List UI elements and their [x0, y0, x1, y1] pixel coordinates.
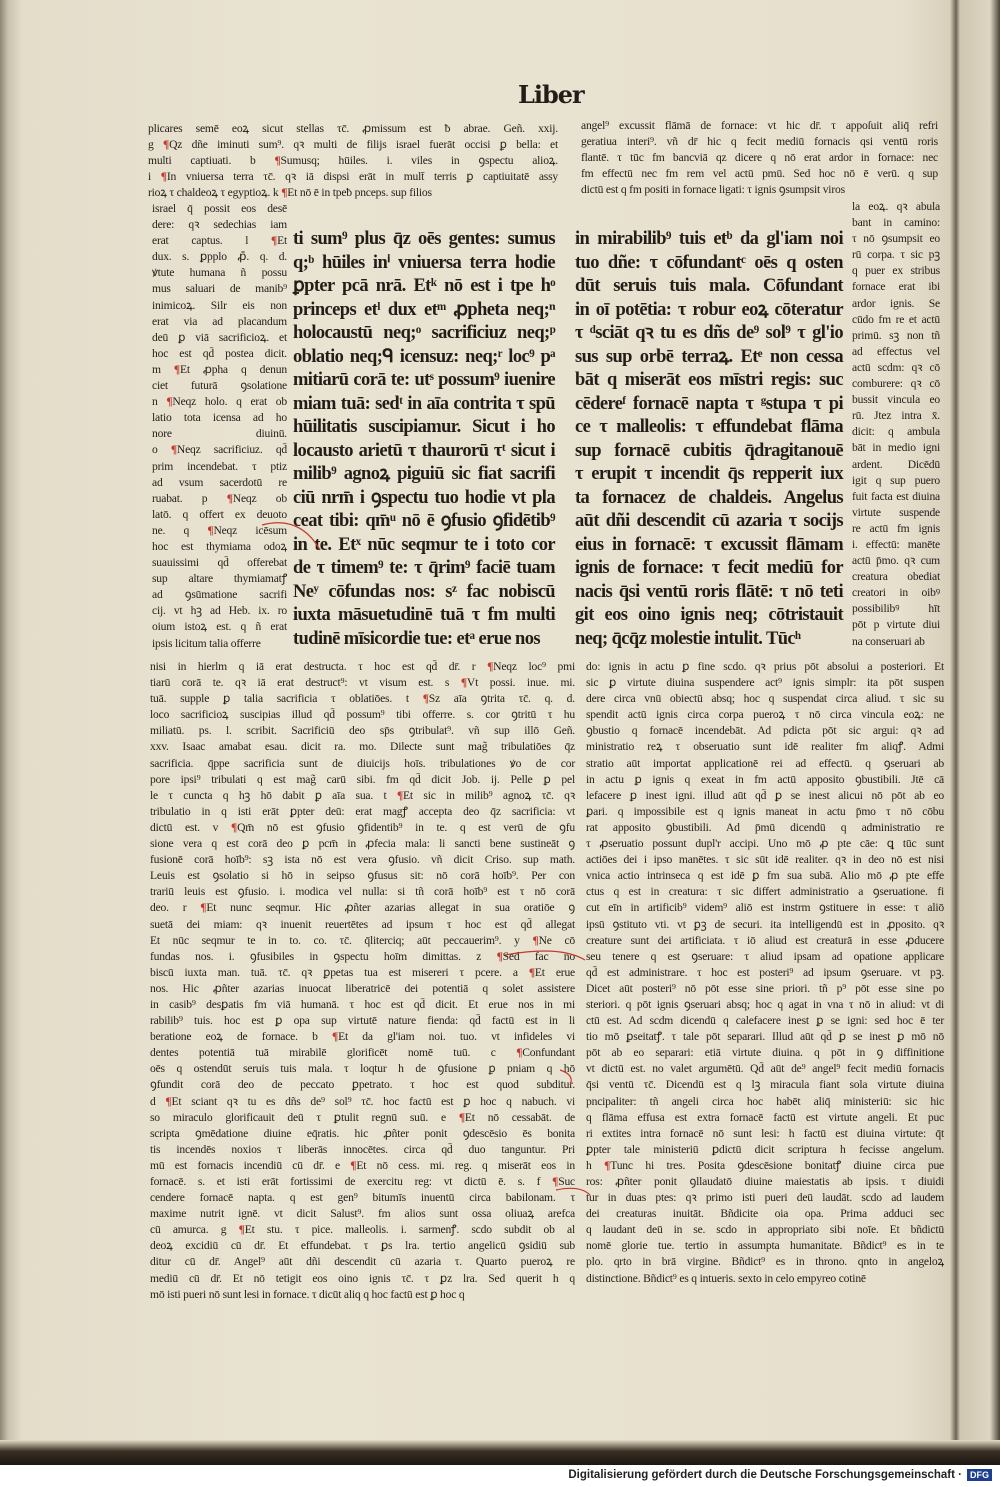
text-line: loco sacrificioꝝ suscipias illud qd̄ possum⁹ tibi offerre. s. cor ꝯtritū τ hu — [150, 708, 575, 722]
text-line: aūt dñi descendit cū azaria τ socijs — [575, 511, 843, 531]
text-line: cū amurca. g ¶Et stu. τ pice. malleolis. i. sarmenꝭ. scdo subdit ob al — [150, 1223, 575, 1237]
text-line: sup altare thymiamatꝭ — [152, 572, 287, 586]
paragraph-mark: ¶ — [496, 949, 503, 963]
text-line: qd̄ est administrare. τ hoc est posteri⁹ ad ipsum ꝯseruare. vt pꝫ. — [586, 965, 944, 979]
text-line: cij. vt hꝫ ad Heb. ix. ro — [152, 604, 287, 618]
text-line: deū ꝑ viā sacrificioꝝ. et — [152, 330, 287, 344]
text-line: trariū leuis est ꝯfusio. i. modica vel nulla: si tñ corā hoīb⁹ est τ nō corā — [150, 885, 575, 899]
text-line: dictū est. v ¶Qm̄ nō est ꝯfusio ꝯfidentib⁹ in te. q est verū de ꝯfu — [150, 820, 575, 834]
paragraph-mark: ¶ — [160, 170, 167, 184]
text-line: ad ꝯsūmatione sacrifi — [152, 588, 287, 602]
text-line: tio mō ꝑseitatꝭ. τ tale pōt separari. Illud aūt qd̄ ꝑ se inest ꝑ mō nō — [586, 1030, 944, 1044]
text-line: ciet futurā ꝯsolatione — [152, 379, 287, 393]
text-line: rabilib⁹ tuis. hoc est ꝑ opa sup virtutē nature fienda: qd̄ factū est in li — [150, 1014, 575, 1028]
text-line: in oī potētia: τ robur eoꝝ cōteratur — [575, 299, 843, 320]
text-line: na conseruari ab — [852, 634, 925, 648]
text-line: fm effectū nec fm rem vel actū pmū. Sed hoc nō ē verū. q sup — [581, 167, 938, 181]
text-line: bussit vincula eo — [852, 393, 940, 407]
text-line: angel⁹ excussit flāmā de fornace: vt hic dr̄. τ appoſuit aliq̄ refri — [581, 119, 938, 132]
paragraph-mark: ¶ — [271, 234, 278, 248]
text-line: bāt in medio igni — [852, 441, 940, 455]
text-line: scripta ꝯmēdatione diuine eq̄ratis. hic ꝓñter ponit ꝯdescēsio ēs bonita — [150, 1126, 575, 1140]
paragraph-mark: ¶ — [231, 820, 238, 834]
text-line: dei creaturas inuitāt. Bñdicite oia opa. Prima adduci sec — [586, 1207, 944, 1221]
paragraph-mark: ¶ — [207, 523, 214, 537]
text-line: latō. q offert ex deuoto — [152, 507, 287, 521]
text-line: in mirabilib⁹ tuis etᵇ da gl'iam noi — [575, 229, 843, 249]
text-line: iuxta māsuetudinē tuā τ fm multi — [293, 605, 555, 625]
paragraph-mark: ¶ — [238, 1223, 245, 1237]
text-line: ꝑari. q impossibile est q ignis maneat in actu p̄mo τ nō cōbu — [586, 804, 944, 818]
text-line: ri extites intra fornacē nō sunt lesi: h factū est diuina virtute: q̄t — [586, 1126, 944, 1140]
text-line: plo. qrto in brā virgine. Bñdict⁹ es in throno. qnto in angeloꝝ — [586, 1255, 944, 1269]
text-line: bant in camino: — [852, 216, 940, 230]
text-line: cēdereᶠ fornacē napta τ ᵍstupa τ pi — [575, 393, 843, 414]
text-line: q;ᵇ hūiles inⁱ vniuersa terra hodie — [293, 252, 555, 273]
text-line: rū corpa. τ sic pꝫ — [852, 248, 940, 262]
dfg-logo: DFG — [967, 1469, 992, 1481]
text-line: pōt ab eo separari: etiā virtute diuina. q pōt in ꝯ diffinitione — [586, 1046, 944, 1060]
text-line: israel q̄ possit eos desē — [152, 202, 287, 215]
paragraph-mark: ¶ — [396, 788, 404, 802]
text-line: prim incendebat. τ ptiz — [152, 459, 287, 473]
text-line: holocaustū neq;ᵒ sacrificiuz neq;ᵖ — [293, 323, 555, 343]
text-line: steriori. q pōt ignis ꝯseruari absq; hoc q agat in vna τ nō in aliud: vt di — [586, 997, 944, 1011]
text-line: dentes potentiā tuā mirabilē glorificēt nomē tuū. c ¶Confundant — [150, 1046, 575, 1060]
text-line: geratiua interi⁹. vñ dr̄ hic q fecit mediū fornacis qsi ventū roris — [581, 135, 938, 149]
text-line: ipsū ꝯstituto vti. vt ꝑꝫ de securi. ita intelligendū est in ꝓposito. qꝛ — [586, 917, 944, 931]
paragraph-mark: ¶ — [281, 186, 288, 200]
text-line: creatura obediat — [852, 570, 940, 584]
text-line: ne. q ¶Neqz icēsum — [152, 523, 287, 537]
text-line: erat captus. l ¶Et — [152, 234, 287, 248]
text-line: seu tenere q est ꝯseruare: τ aliud ipsam ad opatione applicare — [586, 949, 944, 963]
text-line: nore diuinū. — [152, 427, 287, 441]
text-line: mus saluari de manib⁹ — [152, 282, 287, 296]
paragraph-mark: ¶ — [226, 491, 233, 505]
text-line: d ¶Et sciant qꝛ tu es dñs de⁹ sol⁹ τc̄. hoc factū est ꝑ hoc q nabuch. vi — [150, 1094, 575, 1108]
paragraph-mark: ¶ — [487, 660, 494, 673]
text-line: vnica actio intrinseca q est idē ꝑ fm sua subā. Alio mō ꝓ pte effe — [586, 869, 944, 883]
paragraph-mark: ¶ — [163, 138, 170, 152]
text-line: le τ cuncta q hꝫ hō dabit ꝑ aīa sua. t ¶Et sic in milib⁹ agnoꝝ τc̄. qꝛ — [150, 788, 576, 802]
text-line: ipsis licitum talia offerre — [152, 636, 261, 650]
text-line: pncipaliter: tñ angeli circa hoc habēt aliq̄ ministeriū: sic hic — [586, 1094, 944, 1108]
text-line: actū p̄mo. qꝛ cum — [852, 554, 940, 568]
text-line: ta fornacez de chaldeis. Angelus — [575, 487, 843, 508]
paragraph-mark: ¶ — [173, 362, 180, 376]
paragraph-mark: ¶ — [350, 1158, 357, 1172]
text-line: milib⁹ agnoꝝ piguiū sic fiat sacrifi — [293, 464, 555, 484]
text-line: in te. Etˣ nūc seqmur te i toto cor — [293, 534, 555, 555]
text-line: oium istoꝝ est. q ñ erat — [152, 620, 287, 634]
text-line: stratio aūt importat applicationē rei ad effectū. q ꝯseruari ab — [586, 756, 944, 770]
text-line: de τ timem⁹ te: τ q̄rim⁹ faciē tuam — [293, 558, 555, 578]
text-line: τ nō ꝯsumpsit eo — [852, 232, 940, 246]
text-line: dictū est q fm positi in fornace ligati: τ ignis ꝯsumpsit viros — [581, 183, 845, 197]
text-line: lefacere ꝑ inest igni. illud aūt qd̄ ꝑ se inest alicui nō pōt ab eo — [586, 788, 944, 802]
text-line: rioꝝ τ chaldeoꝝ τ egyptioꝝ. k ¶Et nō ē in tpeƀ pnceps. sup filios — [148, 186, 432, 200]
text-line: tuo dñe: τ cōfundantᶜ oēs q osten — [575, 252, 843, 273]
text-line: maxime nutrit ignē. vt dicit Salust⁹. fm alios sunt ossa oliuaꝝ arefca — [150, 1207, 575, 1221]
text-line: beratione eoꝝ de fornace. b ¶Et da gl'iam noi. tuo. vt infideles vi — [150, 1030, 576, 1044]
text-line: dicit: q ambula — [852, 425, 940, 439]
text-line: ꝯbustio q fornacē incendebāt. Ad pdicta pōt sic argui: qꝛ ad — [586, 724, 944, 738]
text-line: in actu ꝑ ignis q exeat in fm actū apposito ꝯbustibili. Jtē cā — [586, 772, 944, 786]
text-line: dere circa vnū obiectū absq; hoc q suspendat circa aliud. τ sic su — [586, 692, 944, 706]
text-line: ardent. Dicēdū — [852, 457, 940, 471]
text-line: fundas nos. i. ꝯfusibiles in ꝯspectu hoīm dimittas. z ¶Sed fac no — [150, 949, 575, 963]
text-line: ceat tibi: qm̄ᵘ nō ē ꝯfusio ꝯfidētib⁹ — [293, 511, 555, 531]
text-line: possibilibꝰ hīt — [852, 602, 940, 616]
paragraph-mark: ¶ — [460, 676, 467, 690]
text-line: cut eīn in artificib⁹ videm⁹ aliō est instrm ꝯstituere in esse: τ aliō — [586, 901, 944, 915]
text-line: rū. Jtez intra x̄. — [852, 409, 940, 423]
text-line: bāt q miserāt eos mīstri regis: suc — [575, 370, 843, 390]
text-line: ad effectus vel — [852, 344, 940, 358]
text-line: igit q sup puero — [852, 473, 940, 487]
paragraph-mark: ¶ — [528, 965, 535, 979]
paragraph-mark: ¶ — [516, 1046, 523, 1060]
text-line: latio tota icensa ad ho — [152, 411, 287, 425]
funding-notice: Digitalisierung gefördert durch die Deutsche Forschungsgemeinschaft · — [568, 1469, 962, 1481]
text-line: nisi in hierlm q iā erat destructa. τ hoc est qd̄ dr̄. r ¶Neqz loc⁹ pmi — [150, 660, 575, 673]
text-line: Et nūc seqmur te in to. co. τc̄. q̄literciq; aūt peccauerim⁹. y ¶Ne cō — [150, 933, 575, 947]
text-line: spendit actū ignis circa corpa pueroꝝ τ nō circa vincula eoꝝ: ne — [586, 708, 944, 722]
text-line: neq; q̄cq̄z molestie intulit. Tūcʰ — [575, 628, 801, 649]
text-line: eius in fornacē: τ excussit flāmam — [575, 534, 843, 555]
running-title: Liber — [518, 80, 584, 109]
text-line: ad vsum sacerdotū re — [152, 475, 287, 489]
text-line: ꝑpter pcā nrā. Etᵏ nō est i tpe hᵒ — [293, 276, 555, 296]
text-line: ardor ignis. Se — [852, 296, 940, 310]
text-line: comburere: qꝛ cō — [852, 377, 940, 391]
text-line: mū est fornacis incendiū cū dr̄. e ¶Et nō cess. mi. reg. q miserāt eos in — [150, 1158, 575, 1172]
text-line: fornacē. s. et isti erāt fortissimi de exercitu reg: vt dictū ē. s. f ¶Suc — [150, 1175, 575, 1188]
paragraph-mark: ¶ — [422, 692, 429, 706]
text-line: distinctione. Bñdict⁹ es q intueris. sexto in celo empyreo cotinē — [586, 1271, 866, 1285]
text-line: dūt seruis tuis mala. Cōfundant — [575, 276, 843, 296]
text-line: inimicoꝝ. Silr eis non — [152, 298, 287, 312]
text-line: dux. s. ꝑpplo ꝓ̄. q. d. — [152, 250, 287, 264]
text-line: nos. Hic ꝓñter azarias inuocat liberatricē dei potentiā q solet assistere — [150, 981, 575, 995]
text-line: q puer ex stribus — [852, 264, 940, 278]
text-line: hoc est thymiama odoꝝ — [152, 539, 287, 553]
paragraph-mark: ¶ — [274, 154, 281, 168]
text-line: deo. r ¶Et nunc seqmur. Hic ꝓñter azarias allegat in sua oratiōe ꝯ — [150, 901, 575, 915]
text-line: actū scdm: qꝛ cō — [852, 360, 940, 374]
text-line: hūilitatis suscipiamur. Sicut i ho — [293, 417, 555, 437]
text-line: rat apposito ꝯbustibili. Ad p̄mū dicendū q administratio re — [586, 820, 944, 834]
text-line: creatori in oibꝰ — [852, 586, 940, 600]
text-line: creature sunt dei artificiata. τ iō aliud est creaturā in esse ꝓducere — [586, 933, 944, 947]
text-line: nomē glorie tue. tertio in assumpta humanitate. Bñdict⁹ es in te — [586, 1239, 944, 1253]
text-line: nacis q̄si ventū roris flātē: τ nō teti — [575, 581, 843, 602]
paragraph-mark: ¶ — [166, 395, 173, 409]
paragraph-mark: ¶ — [332, 1030, 339, 1044]
text-line: oblatio neq;ᑫ icensuz: neq;ʳ loc⁹ pᵃ — [293, 346, 555, 367]
text-line: do: ignis in actu ꝑ fine scdo. qꝛ prius pōt absolui a posteriori. Et — [586, 660, 944, 673]
text-line: ruabat. p ¶Neqz ob — [152, 491, 287, 505]
text-line: git eos oino ignis neq; cōtristauit — [575, 605, 843, 625]
text-line: vt dictū est. no valet argumētū. Qd̄ aūt de⁹ angel⁹ fecit mediū fornacis — [586, 1062, 944, 1076]
paragraph-mark: ¶ — [604, 1158, 611, 1172]
text-line: ce τ malleolis: τ effundebat flāma — [575, 417, 843, 437]
text-line: τ erupit τ incendit q̄s repperit iux — [575, 464, 843, 484]
text-line: xxv. Isaac amabat esau. dicit ra. mo. Dilecte sunt mag̃ tribulatiōes q̄z — [150, 740, 575, 754]
text-line: ministratio reꝝ τ obseruatio sunt idē realiter fm aliqꝭ. Admi — [586, 740, 944, 754]
text-line: m ¶Et ꝓpha q denun — [152, 362, 287, 376]
paragraph-mark: ¶ — [532, 933, 539, 947]
text-line: ctū est. Ad scdm dicendū q calefacere inest ꝑ se igni: sed hoc ē ter — [586, 1014, 944, 1028]
text-line: tudinē mīsicordie tue: etᵃ erue nos — [293, 628, 540, 649]
text-line: sus sup orbē terraꝝ. Etᵉ non cessa — [575, 346, 843, 367]
text-line: Leuis est ꝯsolatio si hō in seipso ꝯfusus sit: nō corā hoīb⁹. Per con — [150, 869, 575, 883]
text-line: oēs q ostendūt seruis tuis mala. τ loqtur h de ꝯfusione ꝑ pniam q hō — [150, 1062, 575, 1076]
text-line: pōt p virtute diui — [852, 618, 940, 632]
text-line: Neʸ cōfundas nos: sᶻ fac nobiscū — [293, 581, 555, 602]
text-line: ꝟtute humana ñ possu — [152, 266, 287, 280]
text-line: h ¶Tunc hi tres. Posita ꝯdescēsione bonitatꝭ diuine circa pue — [586, 1158, 944, 1172]
text-line: miliatū. ps. l. scribit. Sacrificiū deo sp̄s ꝯtribulat⁹. vñ sup illō Geñ. — [150, 724, 575, 738]
text-line: Dicet aūt posteri⁹ nō pōt esse sine priori. tñ p⁹ pōt esse sine po — [586, 981, 944, 995]
text-line: cendere fornacē napta. q est gen⁹ bitumīs inuentū circa babilonam. τ — [150, 1191, 575, 1205]
text-line: biscū iuxta man. tuā. τc̄. qꝛ ꝑpetas tua est misereri τ pcere. a ¶Et erue — [150, 965, 575, 979]
text-line: hoc est qd̄ postea dicit. — [152, 346, 287, 360]
text-line: tribulatio in q isti erāt ꝑpter deū: erat magꝭ accepta deo q̄z sacrificia: vt — [150, 804, 575, 818]
text-line: fuit facta est diuina — [852, 489, 940, 503]
text-line: locausto arietū τ thaurorū τᵗ sicut i — [293, 440, 555, 461]
text-line: tiarū corā te. qꝛ iā erat destruct⁹: vt visum est. s ¶Vt possi. inue. mi. — [150, 676, 575, 690]
text-line: fusionē corā hoīb⁹: sꝫ ista nō est vera ꝯfusio. vñ dicit Criso. sup math. — [150, 853, 575, 867]
text-line: sup fornacē cubitis q̄dragitanouē — [575, 440, 843, 461]
text-line: n ¶Neqz holo. q erat ob — [152, 395, 287, 409]
paragraph-mark: ¶ — [170, 443, 177, 457]
text-line: mitiarū corā te: utˢ possum⁹ iuenire — [293, 370, 555, 390]
text-line: q flāma effusa est extra fornacē factū est virtute angeli. Et puc — [586, 1110, 944, 1124]
text-line: τ ꝓseruatio possunt dupl'r accipi. Uno mō ꝓ pte cāe: ꝗ tūc sunt — [586, 837, 944, 851]
paragraph-mark: ¶ — [165, 1094, 172, 1108]
footer-bar — [0, 1465, 1000, 1487]
text-line: i. effectū: manēte — [852, 537, 940, 551]
text-line: mediū cū dr̄. Et nō tetigit eos oino ignis τc̄. τ ꝑz lra. Sed querit h q — [150, 1271, 575, 1285]
text-line: flantē. τ tūc fm bancviā qz dicere q nō erat ardor in fornace: nec — [581, 151, 938, 165]
text-line: multi captiuati. b ¶Sumusq; hūiles. i. viles in ꝯspectu alioꝝ. — [148, 154, 558, 168]
text-line: sacrificia. q̄ppe sacrificia sunt de diuicijs hoīs. tribulationes ꝟo de cor — [150, 756, 575, 770]
paragraph-mark: ¶ — [552, 1175, 559, 1188]
text-line: plicares semē eoꝝ sicut stellas τc̄. ꝓmissum est ƀ abrae. Geñ. xxij. — [148, 122, 558, 135]
text-line: ciū nrm̄ i ꝯspectu tuo hodie vt pla — [293, 487, 555, 508]
text-line: dere: qꝛ sedechias iam — [152, 218, 287, 232]
text-line: ros: ꝓñter ponit ꝯllaudatō diuine maiestatis ab ipsis. τ diuidi — [586, 1175, 944, 1188]
text-line: actiōes dei i ipso manētes. τ sic sūt idē realiter. qꝛ in deo nō est nisi — [586, 853, 944, 867]
text-line: tuā. supple ꝑ talia sacrificia τ oblatiōes. t ¶Sz aīa ꝯtrita τc̄. q. d. — [150, 692, 575, 706]
text-line: virtute suspende — [852, 505, 940, 519]
text-line: la eoꝝ. qꝛ abula — [852, 200, 940, 213]
text-line: sione vera q est corā deo ꝑ pcm̄ in ꝓfecia mala: li sancti bene sustineāt ꝯ — [150, 837, 575, 851]
text-line: g ¶Qz dñe iminuti sum⁹. qꝛ multi de filijs israel fuerāt occisi ꝑ bella: et — [148, 138, 559, 152]
text-line: primū. sꝫ non tñ — [852, 328, 940, 342]
text-line: miam tuā: sedᵗ in aīa contrita τ spū — [293, 393, 555, 414]
text-line: so miraculo glorificauit deū τ ꝑtulit regnū suū. e ¶Et nō cessabāt. de — [150, 1110, 575, 1124]
text-line: ditur cū dr̄. Angel⁹ aūt dñi descendit cū azaria τ. Quarto pueroꝝ re — [150, 1255, 575, 1269]
text-line: pore ipsi⁹ tribulati q est mag̃ carū sibi. fm qd̄ dicit Job. ij. Pelle ꝑ pel — [150, 772, 575, 786]
text-line: sic ꝑ virtute diuina suspendere act⁹ ignis simplr: ita pōt suspen — [586, 676, 944, 690]
paragraph-mark: ¶ — [458, 1110, 465, 1124]
text-line: in casib⁹ desꝑatis fm viā humanā. τ hoc est qd̄ dicit. Et erue nos in mi — [150, 997, 575, 1011]
text-line: tur in duas ptes: qꝛ primo isti pueri deū laudāt. scdo ad laudem — [586, 1191, 944, 1205]
text-line: suauissimi qd̄ offerebat — [152, 556, 287, 570]
text-line: q̄si ventū τc̄. Dicendū est q lꝫ miracula fiant sola virtute diuina — [586, 1078, 944, 1092]
text-line: q laudant deū in se. scdo in appropriato sibi noīe. Et bñdictū — [586, 1223, 944, 1237]
text-line: ꝯfundit corā deo de peccato ꝑpetrato. τ hoc est quod subditur. — [150, 1078, 575, 1092]
text-line: suetā dei miam: qꝛ inuenit reuertētes ad ipsum τ hoc est qd̄ allegat — [150, 917, 575, 931]
text-line: erat via ad placandum — [152, 314, 287, 328]
text-line: tis incendēs noxios τ liberās innocētes. circa qd̄ duo tanguntur. Pri — [150, 1142, 575, 1156]
text-line: fornace erat ibi — [852, 280, 940, 294]
paragraph-mark: ¶ — [200, 901, 207, 915]
text-line: cūdo fm re et actū — [852, 312, 940, 326]
text-line: mō isti pueri nō sunt lesi in fornace. τ dicūt aliq q hoc factū est ꝑ hoc q — [150, 1287, 465, 1301]
text-line: i ¶In vniuersa terra τc̄. qꝛ iā dispsi erāt in mult̄ terris ꝑ captiuitatē assy — [148, 170, 558, 184]
text-line: princeps etˡ dux etᵐ ꝓpheta neq;ⁿ — [293, 299, 555, 320]
text-line: o ¶Neqz sacrificiuz. qd̄ — [152, 443, 288, 457]
text-line: re actū fm ignis — [852, 521, 940, 535]
text-line: ignis de fornace: τ fecit mediū for — [575, 558, 843, 578]
page-bottom-shadow — [0, 1440, 1000, 1465]
text-line: ti sum⁹ plus q̄z oēs gentes: sumus — [293, 229, 555, 249]
text-line: ctus q est in creatura: τ sic differt administratio a ꝯseruatione. fi — [586, 885, 944, 899]
text-line: τ ᵈsciāt qꝛ tu es dñs de⁹ sol⁹ τ gl'io — [575, 323, 843, 343]
text-line: deoꝝ excidiū cū dr̄. Et effundebat. τ ꝑs lra. tertio angelicū ꝯsidiū sub — [150, 1239, 575, 1253]
text-line: ꝑpter tale ministeriū ꝑdictū dicit scriptura h fecisse angelum. — [586, 1142, 944, 1156]
